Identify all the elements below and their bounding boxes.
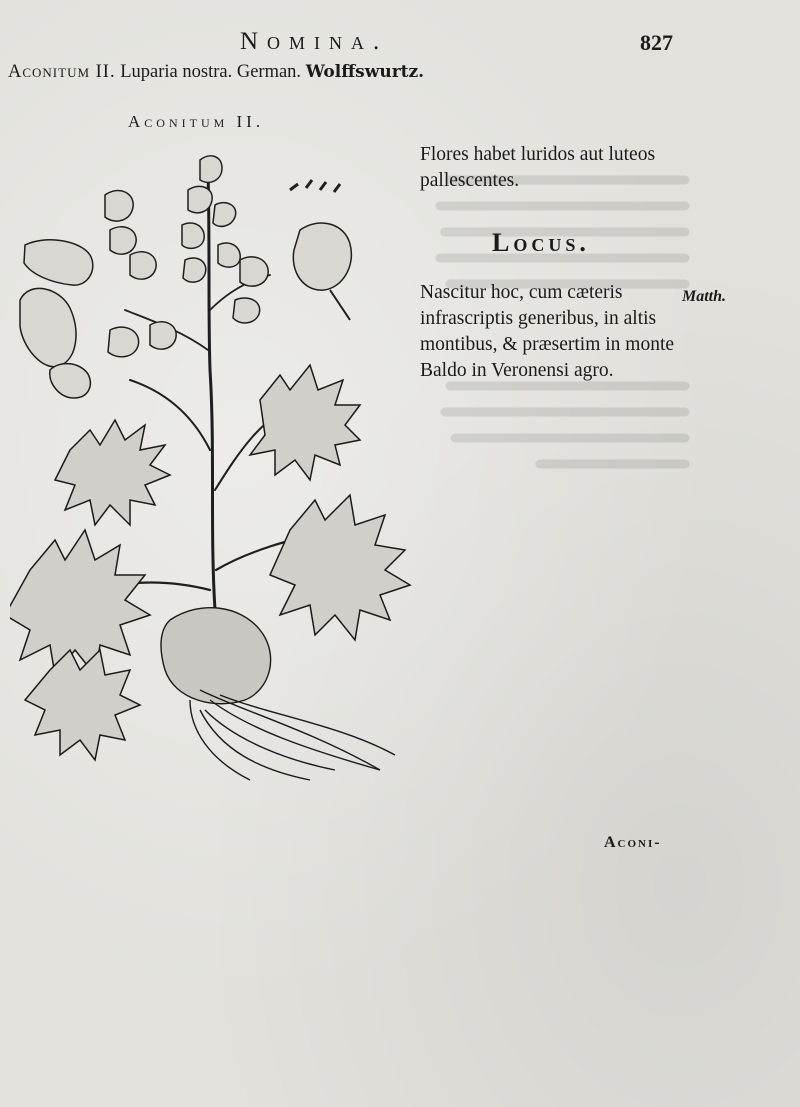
- aconitum-woodcut-illustration: [10, 150, 430, 810]
- locus-heading: Locus.: [492, 228, 590, 257]
- locus-paragraph: Nascitur hoc, cum cæteris infrascriptis generibus, in altis montibus, & præsertim in monte Baldo in Veronensi agro.: [420, 282, 675, 381]
- page-number: 827: [640, 30, 673, 55]
- margin-note: Matth.: [682, 288, 727, 305]
- figure-caption: Aconitum II.: [128, 112, 265, 131]
- flower-description: Flores habet luridos aut luteos pallescentes.: [420, 144, 656, 191]
- german-name: Wolffswurtz.: [305, 62, 425, 82]
- plant-name: Aconitum II.: [8, 62, 116, 82]
- common-names: Luparia nostra. German.: [120, 62, 302, 82]
- nomenclature-line: [8, 62, 424, 83]
- running-header-title: Nomina.: [240, 28, 389, 55]
- catchword: Aconi-: [604, 834, 662, 851]
